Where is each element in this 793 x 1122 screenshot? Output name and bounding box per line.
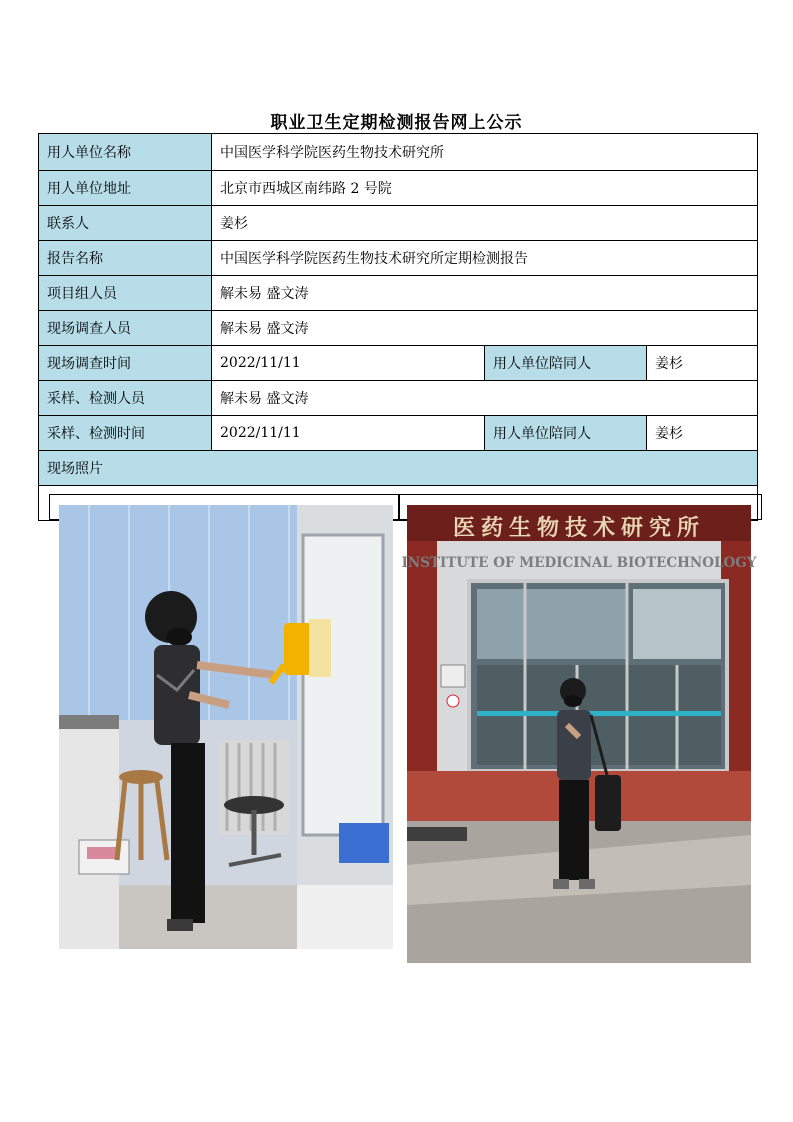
employer-address-value: 北京市西城区南纬路 2 号院 [212,171,758,206]
row-site-photos-header [39,451,758,486]
site-companion-value: 姜杉 [647,346,758,381]
institute-entrance-photo [401,505,757,963]
contact-label: 联系人 [39,206,212,241]
row-site-investigators [39,311,758,346]
sampling-time-label: 采样、检测时间 [39,416,212,451]
row-sampling-time [39,416,758,451]
photo-frame-right [398,494,762,571]
site-photos-cell [39,486,758,571]
sign-chinese-text: 医药生物技术研究所 [452,515,706,541]
report-name-label: 报告名称 [39,241,212,276]
site-investigation-time-label: 现场调查时间 [39,346,212,381]
row-site-photos [39,486,758,521]
row-report-name [39,241,758,276]
row-employer-address [39,171,758,206]
row-site-investigation-time [39,346,758,381]
row-employer-name [39,134,758,171]
contact-value: 姜杉 [212,206,758,241]
site-investigators-label: 现场调查人员 [39,311,212,346]
row-project-members [39,276,758,311]
photo-frame-left [49,494,400,520]
sampling-companion-value: 姜杉 [647,416,758,451]
site-companion-label: 用人单位陪同人 [485,346,647,381]
employer-address-label: 用人单位地址 [39,171,212,206]
sampling-time-value: 2022/11/11 [212,416,485,451]
sampling-staff-label: 采样、检测人员 [39,381,212,416]
row-sampling-staff [39,381,758,416]
sampling-staff-value: 解未易 盛文涛 [212,381,758,416]
employer-name-value: 中国医学科学院医药生物技术研究所 [212,134,758,171]
project-members-value: 解未易 盛文涛 [212,276,758,311]
report-table [38,133,758,571]
employer-name-label: 用人单位名称 [39,134,212,171]
sign-english-text: INSTITUTE OF MEDICINAL BIOTECHNOLOGY [401,555,757,571]
site-photos-label: 现场照片 [39,451,758,486]
lab-sampling-photo [59,505,393,949]
site-investigators-value: 解未易 盛文涛 [212,311,758,346]
report-name-value: 中国医学科学院医药生物技术研究所定期检测报告 [212,241,758,276]
project-members-label: 项目组人员 [39,276,212,311]
sampling-companion-label: 用人单位陪同人 [485,416,647,451]
site-investigation-time-value: 2022/11/11 [212,346,485,381]
row-contact [39,206,758,241]
page-title: 职业卫生定期检测报告网上公示 [270,113,523,133]
